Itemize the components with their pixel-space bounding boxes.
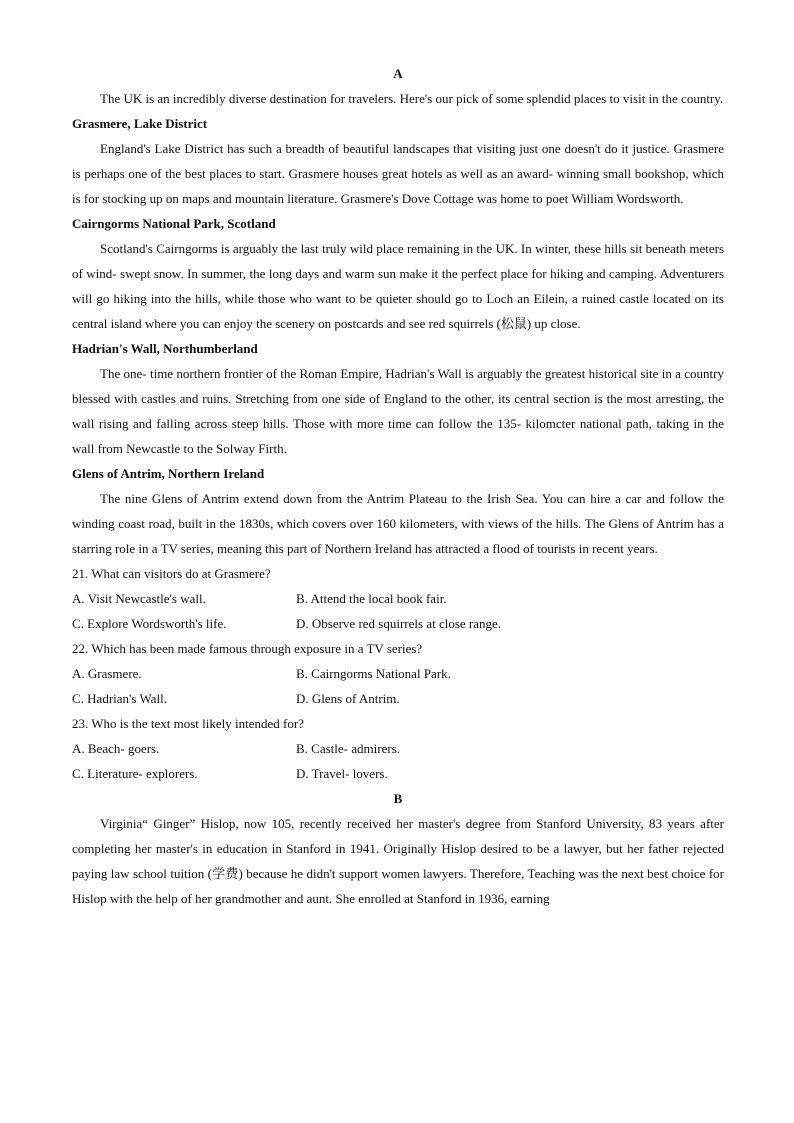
option-b: B. Attend the local book fair.: [296, 591, 447, 606]
section-title-grasmere: Grasmere, Lake District: [72, 116, 208, 131]
section-title-glens-of-antrim: Glens of Antrim, Northern Ireland: [72, 466, 265, 481]
section-text-grasmere: England's Lake District has such a breadth of beautiful landscapes that visiting just one doesn't do it justice. Grasmere is perhaps one of the best places to start. Grasmere houses great hotels as well as an award- winning small bookshop, which is for stocking up on maps and mountain literature. Grasmere's Dove Cottage was home to poet William Wordsworth.: [72, 141, 724, 206]
option-row: [72, 686, 724, 711]
option-a: A. Beach- goers.: [72, 741, 160, 756]
question-22: [72, 636, 724, 711]
question-stem: 23. Who is the text most likely intended for?: [72, 716, 304, 731]
passage-a-intro: The UK is an incredibly diverse destination for travelers. Here's our pick of some splendid places to visit in the country.: [100, 91, 724, 106]
option-b: B. Cairngorms National Park.: [296, 666, 451, 681]
question-stem: 22. Which has been made famous through exposure in a TV series?: [72, 641, 423, 656]
option-row: [72, 611, 724, 636]
question-stem: 21. What can visitors do at Grasmere?: [72, 566, 271, 581]
passage-b-heading: B: [393, 791, 403, 806]
option-row: [72, 661, 724, 686]
option-row: [72, 586, 724, 611]
passage-b-text: Virginia“ Ginger” Hislop, now 105, recently received her master's degree from Stanford University, 83 years after completing her master's in education in Stanford in 1941. Originally Hislop desired to be a lawyer, but her father rejected paying law school tuition (学费) because he didn't support women lawyers. Therefore, Teaching was the next best choice for Hislop with the help of her grandmother and aunt. She enrolled at Stanford in 1936, earning: [72, 816, 724, 906]
option-row: [72, 761, 724, 786]
option-a: A. Grasmere.: [72, 666, 142, 681]
question-21: [72, 561, 724, 636]
option-d: D. Observe red squirrels at close range.: [296, 616, 502, 631]
option-a: A. Visit Newcastle's wall.: [72, 591, 206, 606]
section-text-hadrians-wall: The one- time northern frontier of the Roman Empire, Hadrian's Wall is arguably the greatest historical site in a country blessed with castles and ruins. Stretching from one side of England to the other, its central section is the most arresting, the wall rising and falling across steep hills. Those with more time can follow the 135- kilomcter national path, taking in the wall from Newcastle to the Solway Firth.: [72, 366, 724, 456]
section-title-cairngorms: Cairngorms National Park, Scotland: [72, 216, 276, 231]
section-text-glens-of-antrim: The nine Glens of Antrim extend down from the Antrim Plateau to the Irish Sea. You can hire a car and follow the winding coast road, built in the 1830s, which covers over 160 kilometers, with views of the hills. The Glens of Antrim has a starring role in a TV series, meaning this part of Northern Ireland has attracted a flood of tourists in recent years.: [72, 491, 724, 556]
section-text-cairngorms: Scotland's Cairngorms is arguably the last truly wild place remaining in the UK. In winter, these hills sit beneath meters of wind- swept snow. In summer, the long days and warm sun make it the perfect place for hiking and camping. Adventurers will go hiking into the hills, while those who want to be quieter should go to Loch an Eilein, a ruined castle located on its central island where you can enjoy the scenery on postcards and see red squirrels (松鼠) up close.: [72, 241, 724, 331]
section-title-hadrians-wall: Hadrian's Wall, Northumberland: [72, 341, 258, 356]
option-row: [72, 736, 724, 761]
option-d: D. Glens of Antrim.: [296, 691, 400, 706]
question-23: [72, 711, 724, 786]
option-d: D. Travel- lovers.: [296, 766, 388, 781]
option-c: C. Explore Wordsworth's life.: [72, 616, 227, 631]
option-c: C. Literature- explorers.: [72, 766, 198, 781]
document-content: [72, 61, 724, 911]
option-c: C. Hadrian's Wall.: [72, 691, 167, 706]
passage-a-heading: A: [393, 66, 403, 81]
option-b: B. Castle- admirers.: [296, 741, 400, 756]
